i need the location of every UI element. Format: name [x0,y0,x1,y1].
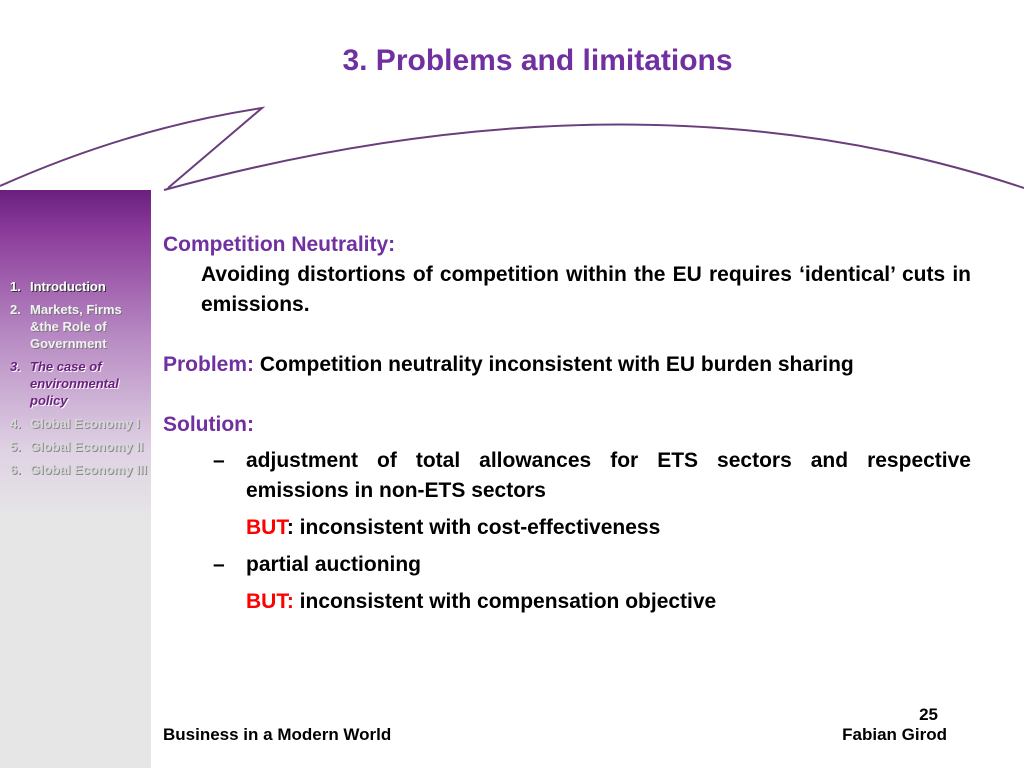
solution-text: partial auctioning [246,553,422,576]
page-number: 25 [919,705,938,724]
footer-left: Business in a Modern World [163,725,392,744]
sidebar-item-markets[interactable] [8,301,148,352]
sidebar-item-number: 4. [10,416,21,431]
sidebar-item-global-economy-1[interactable] [8,415,148,432]
sidebar-item-number: 3. [10,359,21,374]
competition-heading: Competition Neutrality: [163,233,396,256]
sidebar-item-label: Global Economy II [30,439,144,454]
solution-heading: Solution: [163,413,254,436]
solution-text: adjustment of total allowances for ETS sectors and respective emissions in non-ETS sectors [246,449,971,502]
problem-label: Problem: [163,353,255,376]
sidebar-item-number: 6. [10,462,21,477]
solution-item [163,550,971,617]
sidebar-item-label: Global Economy III [30,462,148,477]
but-text: inconsistent with compensation objective [299,590,717,613]
but-text: : inconsistent with cost-effectiveness [286,516,661,539]
dash-bullet: – [213,553,225,576]
sidebar-item-label: Global Economy I [30,416,140,431]
competition-text: Avoiding distortions of competition within the EU requires ‘identical’ cuts in emissions. [201,263,971,316]
sidebar-item-number: 5. [10,439,21,454]
but-label: BUT: [246,590,294,613]
sidebar-item-label: The case of environmental policy [30,359,119,408]
dash-bullet: – [213,449,225,472]
slide-title: 3. Problems and limitations [342,44,733,77]
solution-but-line [246,513,971,543]
sidebar-item-label: Markets, Firms &the Role of Government [30,302,122,351]
sidebar-item-introduction[interactable] [8,278,148,295]
solution-item [163,446,971,543]
solution-but-line [246,587,971,617]
sidebar-item-label: Introduction [30,279,106,294]
problem-paragraph [163,350,971,380]
but-label: BUT [246,516,287,539]
sidebar-item-global-economy-2[interactable] [8,438,148,455]
sidebar-nav [8,278,148,484]
sidebar-item-number: 1. [10,279,21,294]
slide-content [163,230,971,617]
footer-right: Fabian Girod [842,725,947,744]
sidebar-item-global-economy-3[interactable] [8,461,148,478]
left-swoosh-line [0,108,262,188]
problem-text: Competition neutrality inconsistent with EU burden sharing [259,353,854,376]
right-swoosh-line [164,124,1024,190]
sidebar-item-environmental-policy[interactable] [8,358,148,409]
sidebar-item-number: 2. [10,302,21,317]
